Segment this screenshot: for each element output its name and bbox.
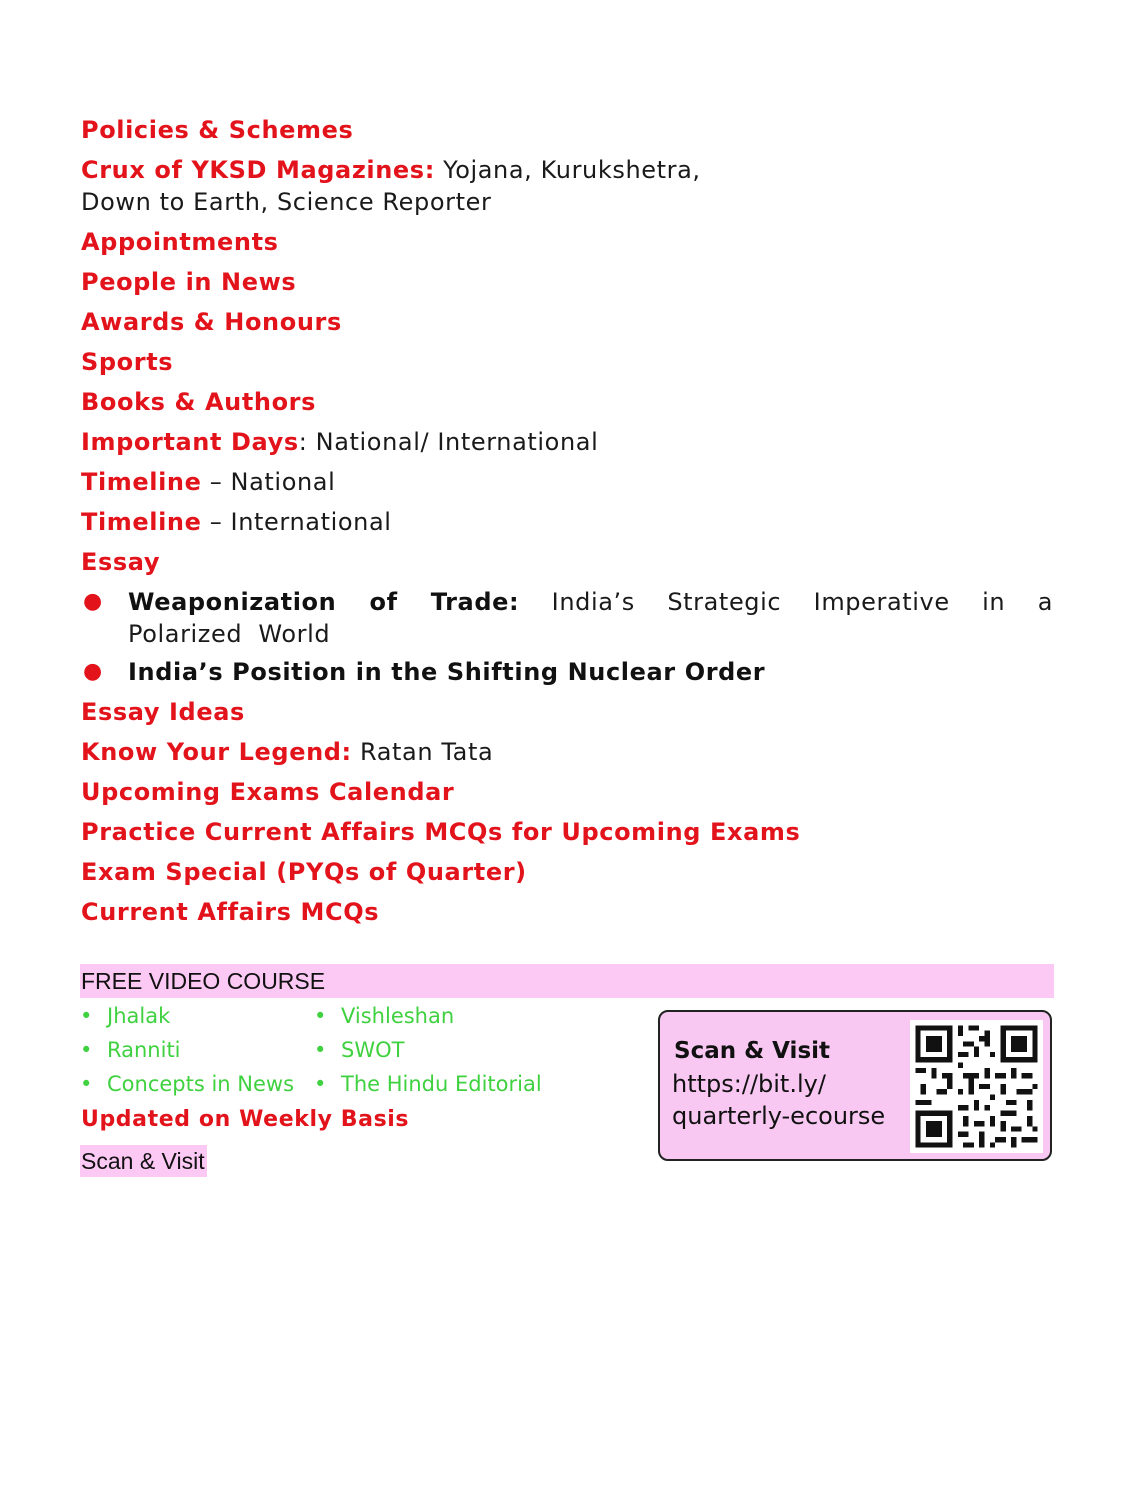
- crux-label: Crux of YKSD Magazines:: [81, 156, 435, 184]
- course-item-label: Concepts in News: [107, 1072, 295, 1096]
- course-item-label: SWOT: [341, 1038, 405, 1062]
- entry-policies: Policies & Schemes: [81, 116, 354, 144]
- course-item-label: Jhalak: [107, 1004, 171, 1028]
- bullet-icon: •: [80, 1038, 93, 1062]
- crux-text-2: Down to Earth, Science Reporter: [81, 188, 492, 216]
- entry-exam-special: Exam Special (PYQs of Quarter): [81, 858, 527, 886]
- qr-card-title: Scan & Visit: [674, 1038, 831, 1064]
- entry-essay: Essay: [81, 548, 161, 576]
- bullet-icon: •: [80, 1004, 93, 1028]
- entry-timeline-national: [81, 466, 1053, 498]
- contents-list: [81, 114, 1053, 936]
- essay-item: [81, 586, 1053, 650]
- entry-practice-mcqs: Practice Current Affairs MCQs for Upcoming Exams: [81, 818, 801, 846]
- entry-awards: Awards & Honours: [81, 308, 342, 336]
- entry-sports: Sports: [81, 348, 174, 376]
- legend-text: Ratan Tata: [351, 738, 494, 766]
- essay-item-text: India’s Strategic Imperative in a Polarized World: [128, 588, 1053, 648]
- course-item[interactable]: [314, 1072, 542, 1096]
- timeline-national-text: – National: [201, 468, 336, 496]
- course-item-label: Ranniti: [107, 1038, 181, 1062]
- qr-card[interactable]: [658, 1010, 1052, 1161]
- bullet-icon: •: [314, 1072, 327, 1096]
- entry-exams-calendar: Upcoming Exams Calendar: [81, 778, 455, 806]
- crux-text-1: Yojana, Kurukshetra,: [434, 156, 701, 184]
- bullet-icon: ●: [83, 659, 103, 684]
- qr-url-line-1: https://bit.ly/: [672, 1070, 826, 1098]
- entry-essay-ideas: Essay Ideas: [81, 698, 245, 726]
- entry-ca-mcqs: Current Affairs MCQs: [81, 898, 380, 926]
- essay-list: [81, 586, 1053, 688]
- course-item-label: Vishleshan: [341, 1004, 455, 1028]
- timeline-international-text: – International: [201, 508, 392, 536]
- bullet-icon: •: [314, 1004, 327, 1028]
- video-course-heading: FREE VIDEO COURSE: [80, 964, 1054, 998]
- course-item[interactable]: [80, 1004, 170, 1028]
- qr-card-url[interactable]: [672, 1068, 912, 1132]
- weekly-update-note: Updated on Weekly Basis: [81, 1107, 410, 1132]
- entry-people: People in News: [81, 268, 297, 296]
- qr-url-line-2: quarterly-ecourse: [672, 1102, 886, 1130]
- course-item[interactable]: [80, 1038, 181, 1062]
- essay-item-bold: India’s Position in the Shifting Nuclear Order: [128, 658, 766, 686]
- entry-timeline-international: [81, 506, 1053, 538]
- entry-appointments: Appointments: [81, 228, 279, 256]
- entry-crux: [81, 154, 1053, 218]
- course-item[interactable]: [80, 1072, 294, 1096]
- qr-code-icon: [910, 1020, 1043, 1153]
- essay-item: [81, 656, 1053, 688]
- course-item[interactable]: [314, 1004, 454, 1028]
- bullet-icon: •: [314, 1038, 327, 1062]
- bullet-icon: •: [80, 1072, 93, 1096]
- course-item-label: The Hindu Editorial: [341, 1072, 542, 1096]
- course-item[interactable]: [314, 1038, 404, 1062]
- timeline-label: Timeline: [81, 468, 202, 496]
- important-days-text: : National/ International: [298, 428, 599, 456]
- entry-important-days: [81, 426, 1053, 458]
- essay-item-bold: Weaponization of Trade:: [128, 588, 520, 616]
- timeline-label: Timeline: [81, 508, 202, 536]
- important-days-label: Important Days: [81, 428, 299, 456]
- legend-label: Know Your Legend:: [81, 738, 352, 766]
- entry-legend: [81, 736, 1053, 768]
- entry-books: Books & Authors: [81, 388, 316, 416]
- scan-visit-tag: Scan & Visit: [80, 1145, 207, 1177]
- bullet-icon: ●: [83, 589, 103, 614]
